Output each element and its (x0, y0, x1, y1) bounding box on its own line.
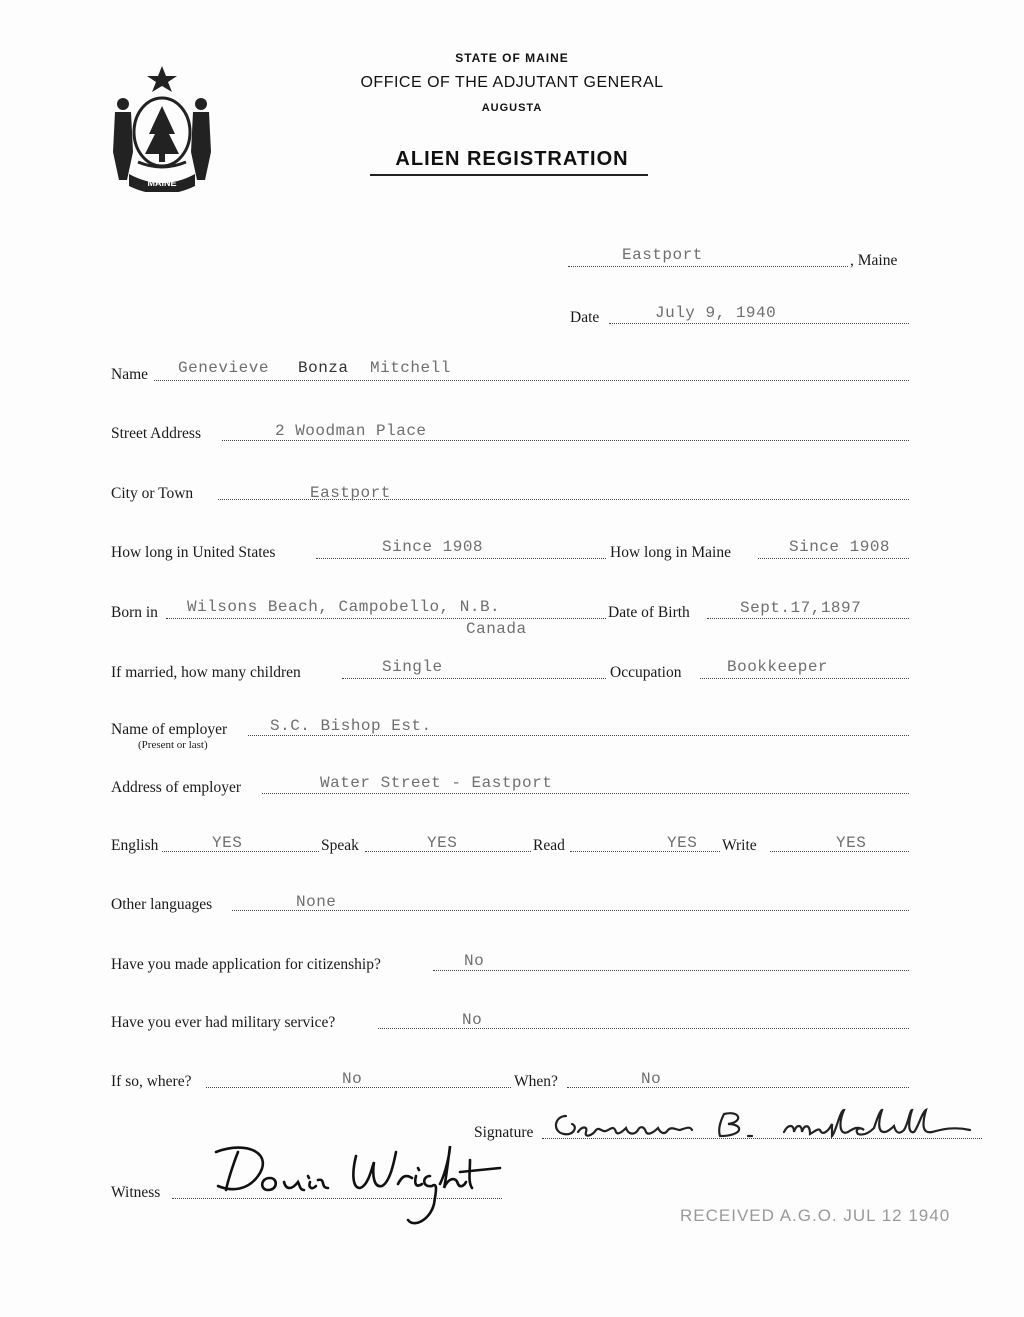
signature-handwriting (548, 1102, 988, 1148)
name-last-value: Mitchell (370, 359, 451, 377)
dotted-line (758, 558, 909, 559)
dotted-line (262, 793, 909, 794)
dotted-line (316, 558, 606, 559)
english-label: English (111, 837, 159, 854)
title-underline (370, 174, 648, 176)
how-long-maine-value: Since 1908 (789, 538, 891, 556)
street-label: Street Address (111, 425, 201, 442)
seal-ribbon-text: MAINE (147, 178, 177, 188)
witness-label: Witness (111, 1184, 161, 1201)
read-label: Read (533, 837, 565, 854)
dob-value: Sept.17,1897 (740, 599, 862, 617)
born-country-value: Canada (466, 620, 527, 638)
where-label: If so, where? (111, 1073, 192, 1090)
dotted-line (166, 618, 606, 619)
dotted-line (378, 1028, 909, 1029)
married-label: If married, how many children (111, 664, 301, 681)
when-value: No (641, 1070, 662, 1088)
dotted-line (154, 380, 909, 381)
employer-label: Name of employer (111, 721, 228, 738)
how-long-us-label: How long in United States (111, 544, 276, 561)
form-title: ALIEN REGISTRATION (395, 148, 629, 170)
date-label: Date (570, 309, 600, 326)
name-middle-value: Bonza (298, 359, 349, 377)
write-value: YES (836, 834, 867, 852)
street-value: 2 Woodman Place (275, 422, 427, 440)
dotted-line (609, 323, 909, 324)
other-languages-label: Other languages (111, 896, 213, 913)
other-languages-value: None (296, 893, 337, 911)
received-stamp: RECEIVED A.G.O. JUL 12 1940 (680, 1206, 951, 1225)
speak-value: YES (427, 834, 458, 852)
dotted-line (222, 440, 909, 441)
dotted-line (570, 851, 720, 852)
english-value: YES (212, 834, 243, 852)
employer-address-value: Water Street - Eastport (320, 774, 553, 792)
employer-value: S.C. Bishop Est. (270, 717, 432, 735)
city-value: Eastport (310, 484, 391, 502)
name-first-value: Genevieve (178, 359, 269, 377)
military-value: No (462, 1011, 483, 1029)
born-in-label: Born in (111, 604, 158, 621)
occupation-value: Bookkeeper (727, 658, 829, 676)
read-value: YES (667, 834, 698, 852)
write-label: Write (722, 837, 757, 854)
citizenship-value: No (464, 952, 485, 970)
town-value: Eastport (622, 246, 703, 264)
witness-signature-handwriting (208, 1132, 508, 1232)
employer-sublabel: (Present or last) (138, 739, 208, 751)
dotted-line (433, 970, 909, 971)
where-value: No (342, 1070, 363, 1088)
dotted-line (568, 266, 848, 267)
header-city: AUGUSTA (481, 102, 543, 114)
how-long-maine-label: How long in Maine (610, 544, 731, 561)
header-state: STATE OF MAINE (455, 51, 569, 65)
dotted-line (707, 618, 909, 619)
maine-label: , Maine (850, 252, 898, 269)
date-value: July 9, 1940 (655, 304, 777, 322)
dotted-line (567, 1087, 909, 1088)
married-value: Single (382, 658, 443, 676)
when-label: When? (514, 1073, 558, 1090)
how-long-us-value: Since 1908 (382, 538, 484, 556)
dob-label: Date of Birth (608, 604, 690, 621)
dotted-line (248, 735, 909, 736)
military-label: Have you ever had military service? (111, 1014, 336, 1031)
header-office: OFFICE OF THE ADJUTANT GENERAL (360, 74, 664, 91)
employer-address-label: Address of employer (111, 779, 241, 796)
signature-label: Signature (474, 1124, 534, 1141)
speak-label: Speak (321, 837, 359, 854)
dotted-line (342, 678, 606, 679)
city-label: City or Town (111, 485, 194, 502)
dotted-line (700, 678, 909, 679)
occupation-label: Occupation (610, 664, 682, 681)
name-label: Name (111, 366, 149, 383)
citizenship-label: Have you made application for citizenship? (111, 956, 381, 973)
born-in-value: Wilsons Beach, Campobello, N.B. (187, 598, 501, 616)
